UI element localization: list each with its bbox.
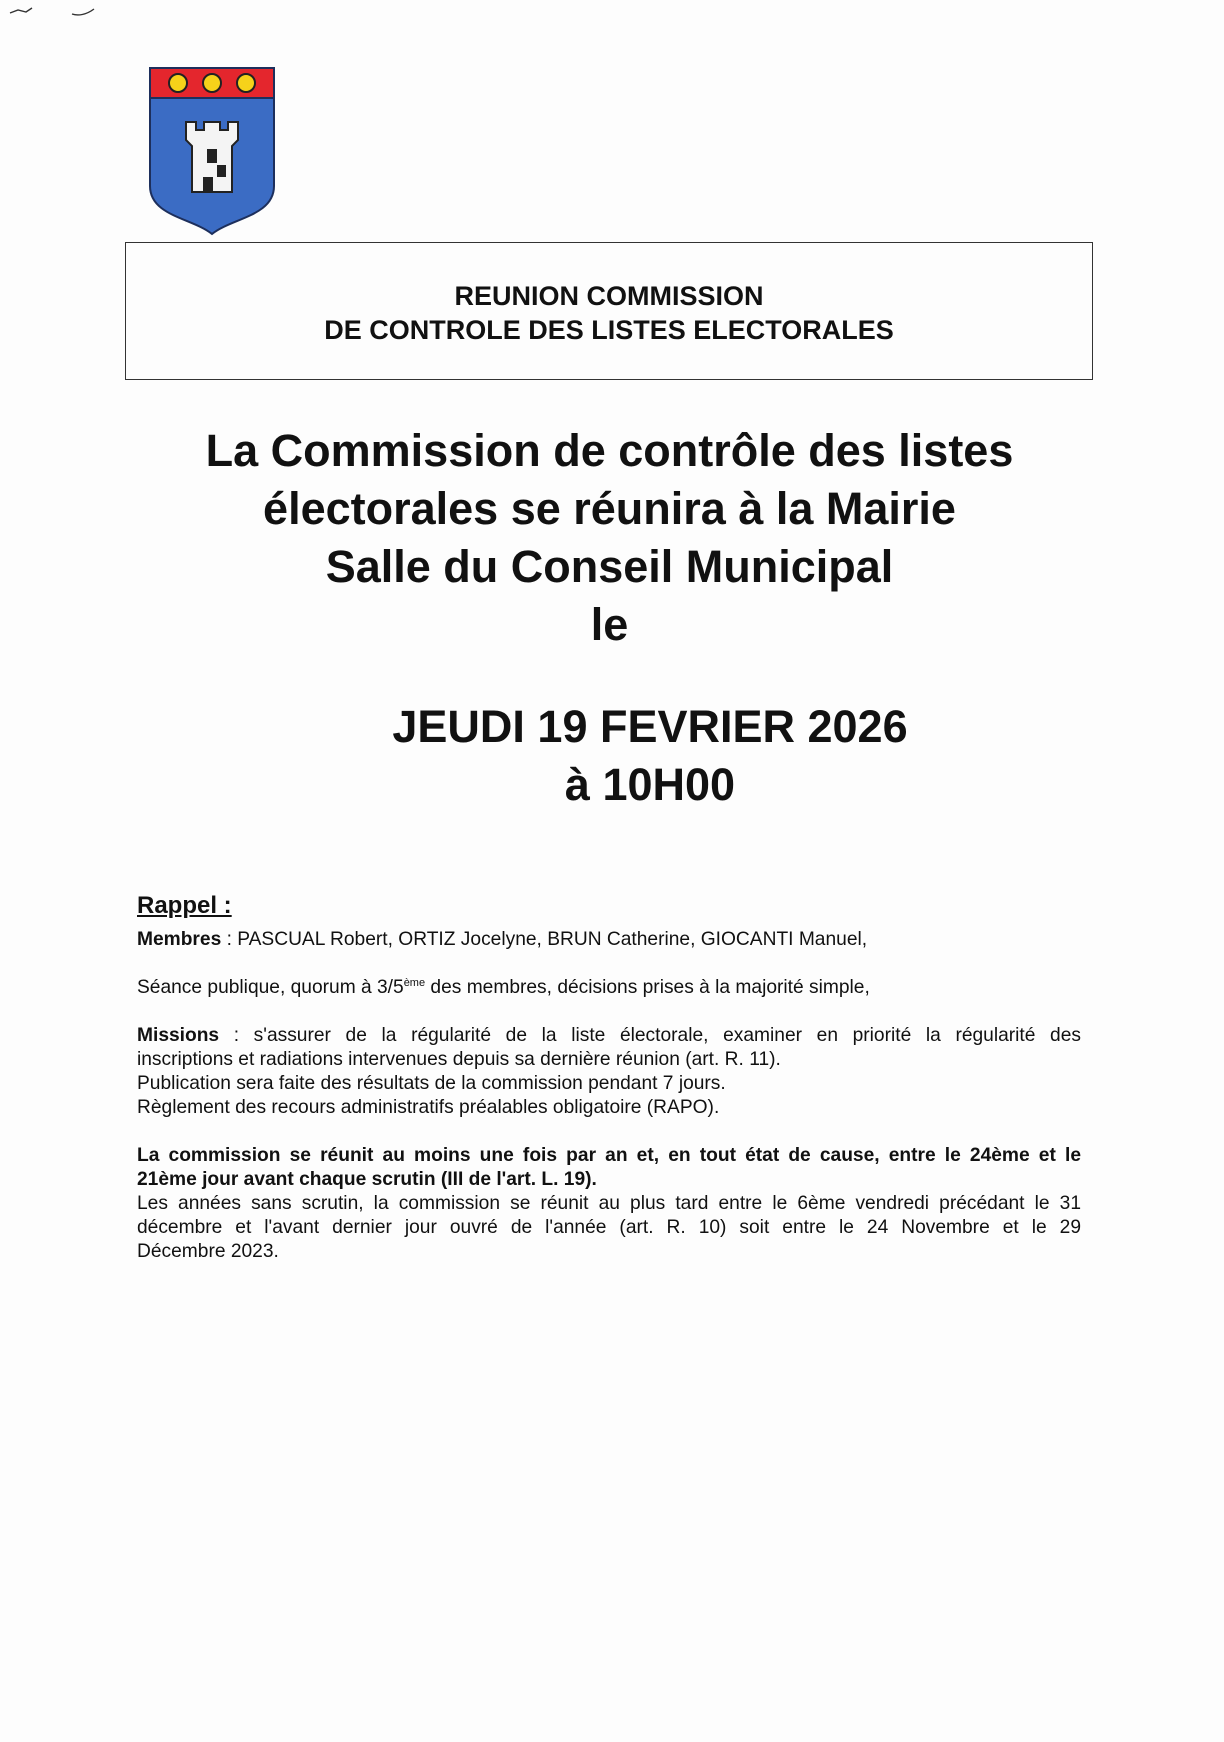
- frequency-bold-line-1: La commission se réunit au moins une fois par an et, en tout état de cause, entre le 24ème et le: [137, 1145, 1081, 1166]
- membres-label: Membres: [137, 929, 222, 950]
- meeting-datetime: [320, 698, 980, 814]
- seance-superscript: ème: [403, 977, 426, 989]
- tower-icon: [186, 122, 238, 192]
- rappel-section: [137, 894, 1081, 1288]
- missions-line-3: Publication sera faite des résultats de la commission pendant 7 jours.: [137, 1073, 726, 1094]
- announcement-line-3: Salle du Conseil Municipal: [325, 541, 894, 592]
- announcement-line-4: le: [590, 599, 629, 650]
- seance-text-end: des membres, décisions prises à la majorité simple,: [425, 977, 870, 998]
- frequency-bold-line-2: 21ème jour avant chaque scrutin (III de l'art. L. 19).: [137, 1169, 597, 1190]
- meeting-time: à 10H00: [564, 759, 736, 810]
- frequency-line-5: Décembre 2023.: [137, 1241, 279, 1262]
- rappel-title: Rappel :: [137, 892, 232, 919]
- missions-line-2: inscriptions et radiations intervenues depuis sa dernière réunion (art. R. 11).: [137, 1049, 781, 1070]
- frequency-paragraph: [137, 1144, 1081, 1264]
- missions-paragraph: [137, 1024, 1081, 1120]
- frequency-line-3: Les années sans scrutin, la commission se réunit au plus tard entre le 6ème vendredi précédant le 31: [137, 1193, 1081, 1214]
- membres-paragraph: [137, 928, 1081, 952]
- header-box: [125, 242, 1093, 380]
- meeting-date: JEUDI 19 FEVRIER 2026: [392, 701, 908, 752]
- frequency-line-4: décembre et l'avant dernier jour ouvré de l'année (art. R. 10) soit entre le 24 Novembre et le 29: [137, 1217, 1081, 1238]
- announcement-line-2: électorales se réunira à la Mairie: [263, 483, 956, 534]
- scan-mark: [6, 4, 96, 18]
- announcement: [0, 422, 1224, 654]
- header-line-2: DE CONTROLE DES LISTES ELECTORALES: [324, 315, 894, 345]
- announcement-line-1: La Commission de contrôle des listes: [205, 425, 1014, 476]
- missions-label: Missions: [137, 1025, 220, 1046]
- coat-of-arms-icon: [148, 66, 276, 238]
- seance-paragraph: [137, 976, 1081, 1000]
- header-line-1: REUNION COMMISSION: [454, 281, 764, 311]
- missions-text-1: : s'assurer de la régularité de la liste électorale, examiner en priorité la régularité des: [219, 1025, 1081, 1046]
- membres-text: : PASCUAL Robert, ORTIZ Jocelyne, BRUN Catherine, GIOCANTI Manuel,: [221, 929, 868, 950]
- missions-line-4: Règlement des recours administratifs préalables obligatoire (RAPO).: [137, 1097, 720, 1118]
- missions-line-1: [137, 1024, 1081, 1048]
- seance-text-start: Séance publique, quorum à 3/5: [137, 977, 404, 998]
